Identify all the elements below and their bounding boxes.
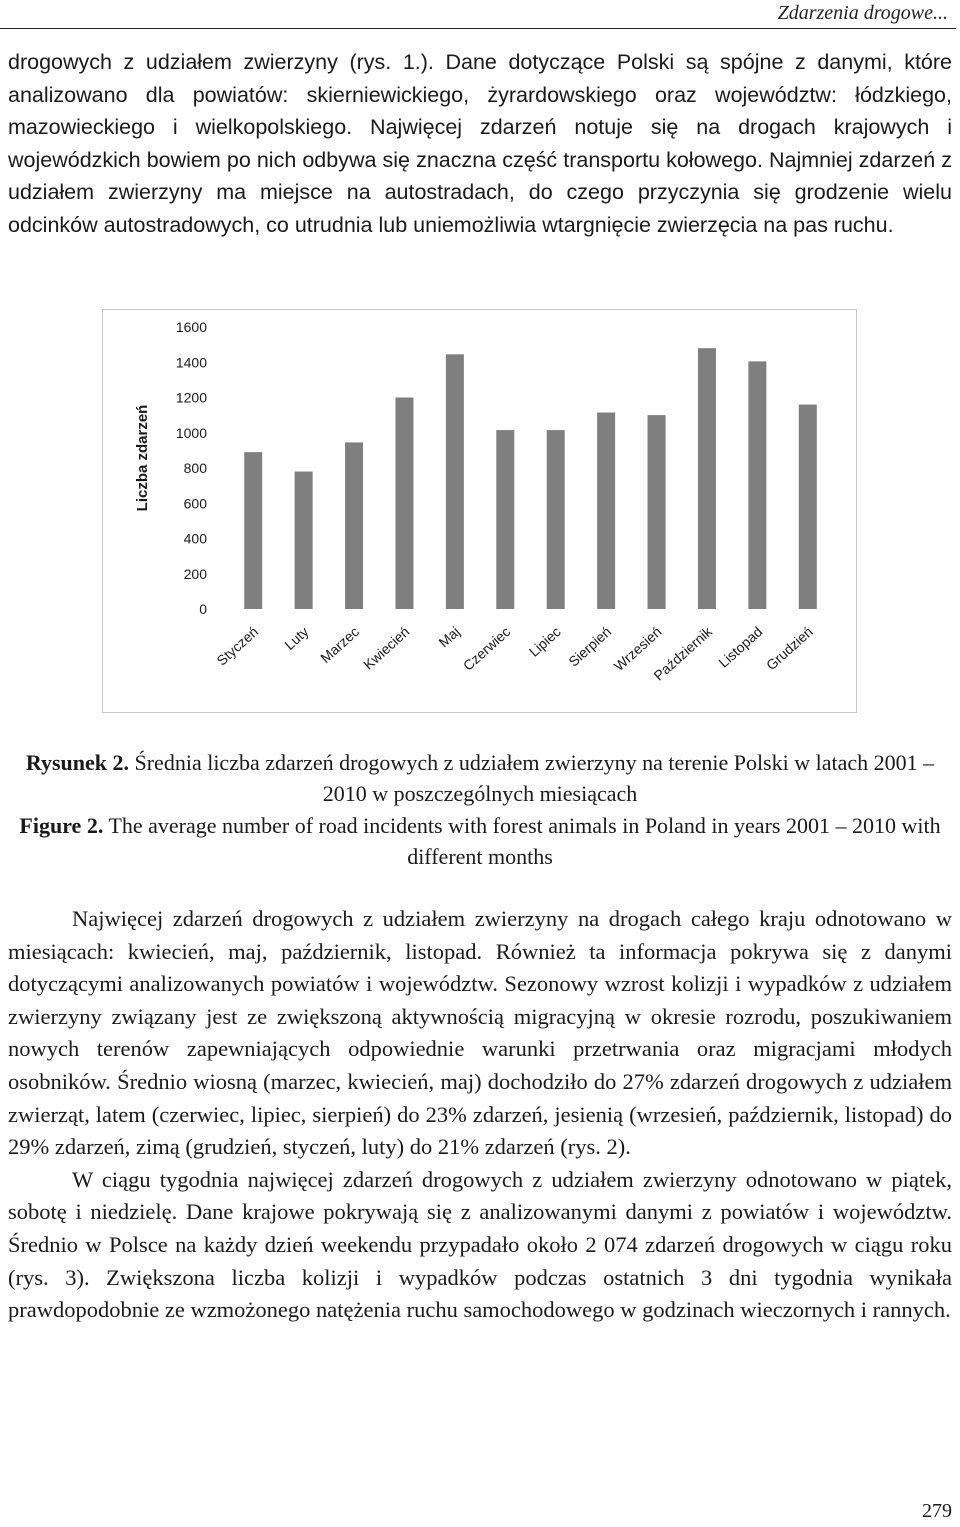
x-tick-label: Marzec	[317, 623, 363, 666]
x-tick-label: Listopad	[715, 623, 766, 671]
y-tick-label: 1400	[175, 354, 207, 371]
x-tick-label: Styczeń	[213, 623, 262, 669]
caption-english-text: The average number of road incidents with forest animals in Poland in years 2001 – 2010 with different months	[108, 813, 941, 869]
caption-english	[8, 811, 952, 872]
y-tick-label: 0	[199, 601, 207, 617]
bar-chart	[103, 310, 855, 711]
bar-11	[748, 361, 766, 609]
bar-7	[547, 430, 565, 609]
bar-8	[597, 412, 615, 609]
x-tick-label: Październik	[650, 623, 715, 684]
caption-polish-text: Średnia liczba zdarzeń drogowych z udziałem zwierzyny na terenie Polski w latach 2001 – 2010 w poszczególnych miesiącach	[134, 750, 935, 806]
y-tick-label: 200	[183, 565, 207, 582]
y-axis-label: Liczba zdarzeń	[134, 404, 151, 512]
x-tick-label: Czerwiec	[459, 623, 514, 674]
x-tick-label: Luty	[281, 623, 312, 653]
body-paragraph-1: Najwięcej zdarzeń drogowych z udziałem zwierzyny na drogach całego kraju odnotowano w miesiącach: kwiecień, maj, październik, listopad. Również ta informacja pokrywa się z danymi dotyczącymi analizowanych powiatów i województw. Sezonowy wzrost kolizji i wypadków z udziałem zwierzyny związany jest ze zwiększoną aktywnością migracyjną w okresie rozrodu, poszukiwaniem nowych terenów zapewniających odpowiednie warunki przetrwania oraz migracjami młodych osobników. Średnio wiosną (marzec, kwiecień, maj) dochodziło do 27% zdarzeń drogowych z udziałem zwierząt, latem (czerwiec, lipiec, sierpień) do 23% zdarzeń, jesienią (wrzesień, październik, listopad) do 29% zdarzeń, zimą (grudzień, styczeń, luty) do 21% zdarzeń (rys. 2).	[8, 906, 952, 1160]
bar-1	[244, 452, 262, 609]
bar-6	[496, 430, 514, 609]
page-number: 279	[922, 1500, 952, 1522]
running-header	[0, 0, 956, 29]
x-tick-label: Lipiec	[525, 623, 564, 660]
y-tick-labels	[176, 319, 207, 617]
x-tick-label: Grudzień	[762, 623, 816, 674]
y-tick-label: 1000	[175, 424, 207, 441]
y-tick-label: 400	[183, 530, 207, 547]
caption-polish-label: Rysunek 2.	[25, 750, 129, 775]
body-text-block	[8, 903, 952, 1327]
x-tick-labels	[213, 623, 815, 684]
x-tick-label: Kwiecień	[360, 623, 413, 673]
bar-10	[698, 348, 716, 609]
top-paragraph-block	[8, 46, 952, 242]
bar-4	[395, 398, 413, 610]
bar-5	[446, 354, 464, 609]
caption-english-label: Figure 2.	[19, 813, 104, 838]
x-tick-label: Maj	[435, 623, 463, 651]
chart-figure	[102, 309, 857, 713]
bar-12	[799, 405, 817, 609]
y-tick-label: 600	[183, 495, 207, 512]
caption-polish	[8, 748, 952, 809]
bar-9	[648, 415, 666, 609]
bar-series	[244, 348, 817, 609]
bar-2	[295, 472, 313, 609]
bar-3	[345, 442, 363, 609]
y-tick-label: 1200	[175, 389, 207, 406]
x-tick-label: Sierpień	[565, 623, 615, 670]
running-title: Zdarzenia drogowe...	[777, 2, 948, 24]
x-tick-label: Wrzesień	[610, 623, 665, 675]
y-tick-label: 1600	[175, 319, 207, 335]
top-paragraph: drogowych z udziałem zwierzyny (rys. 1.). Dane dotyczące Polski są spójne z danymi, które analizowano dla powiatów: skierniewickiego, żyrardowskiego oraz województw: łódzkiego, mazowieckiego i wielkopolskiego. Najwięcej zdarzeń notuje się na drogach krajowych i wojewódzkich bowiem po nich odbywa się znaczna część transportu kołowego. Najmniej zdarzeń z udziałem zwierzyny ma miejsce na autostradach, do czego przyczynia się grodzenie wielu odcinków autostradowych, co utrudnia lub uniemożliwia wtargnięcie zwierzęcia na pas ruchu.	[8, 50, 952, 237]
y-tick-label: 800	[183, 460, 207, 476]
body-paragraph-2: W ciągu tygodnia najwięcej zdarzeń drogowych z udziałem zwierzyny odnotowano w piątek, sobotę i niedzielę. Dane krajowe pokrywają się z analizowanymi danymi z powiatów i województw. Średnio w Polsce na każdy dzień weekendu przypadało około 2 074 zdarzeń drogowych w ciągu roku (rys. 3). Zwiększona liczba kolizji i wypadków podczas ostatnich 3 dni tygodnia wynikała prawdopodobnie ze wzmożonego natężenia ruchu samochodowego w godzinach wieczornych i rannych.	[8, 1166, 952, 1323]
